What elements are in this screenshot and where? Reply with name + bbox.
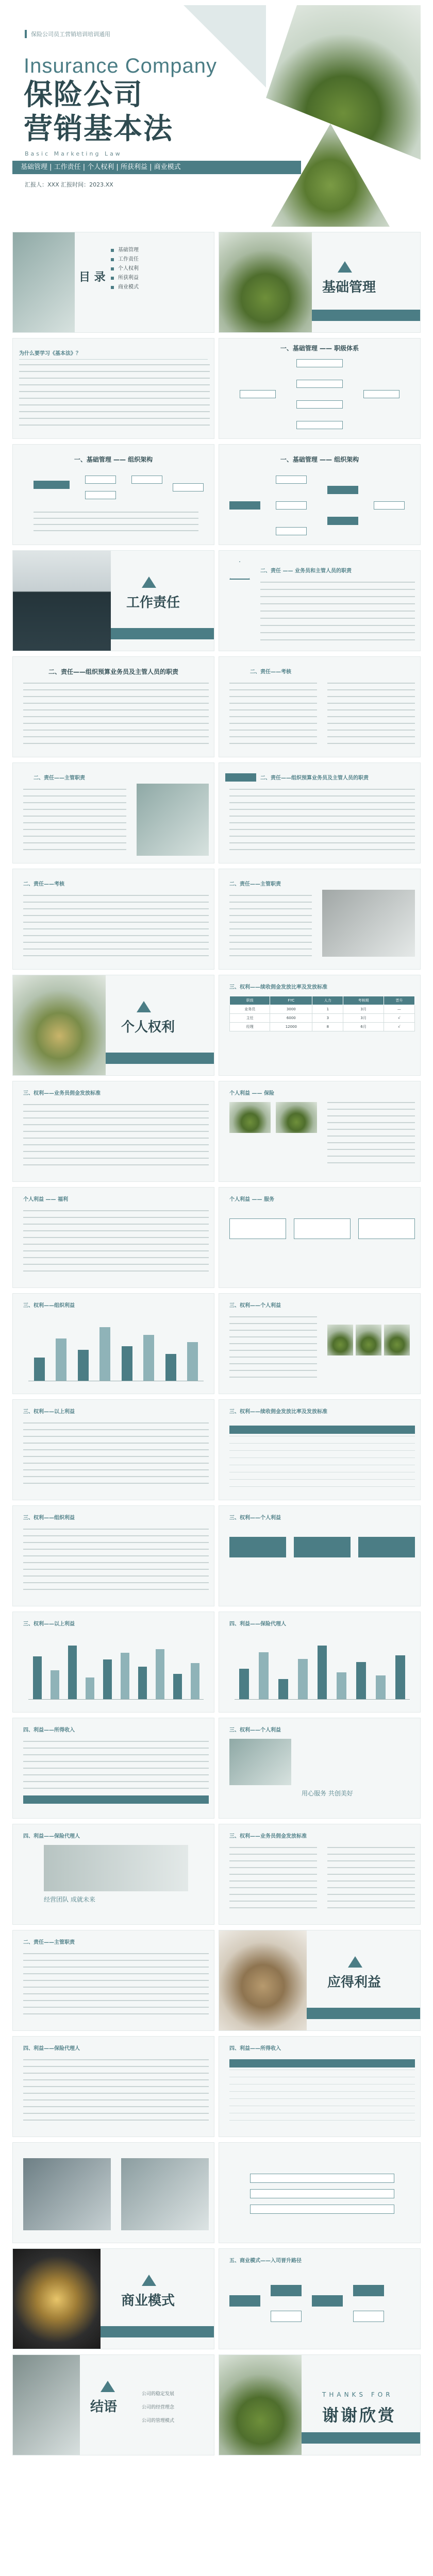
table-body [229, 2070, 415, 2126]
list-item [250, 2205, 394, 2214]
section-title: 商业模式 [121, 2293, 175, 2309]
cover-title-cn [24, 78, 173, 146]
chart-slide-b [219, 1293, 421, 1394]
path-step [312, 2295, 343, 2307]
section-band [312, 310, 420, 321]
chart-slide-a [12, 1293, 214, 1394]
table-header-bar [229, 1426, 415, 1434]
table-header-bar [23, 1795, 209, 1804]
triangle-icon [348, 1956, 362, 1968]
org-box [85, 476, 116, 484]
trophy-photo [13, 2249, 101, 2349]
coin-photo [356, 1325, 381, 1355]
body-text [327, 1102, 415, 1169]
org-box [131, 476, 162, 484]
table-body [229, 1436, 415, 1487]
body-text [23, 683, 209, 744]
contents-list [111, 246, 139, 292]
info-box [294, 1218, 351, 1239]
body-text [260, 582, 415, 643]
info-chip [294, 1537, 351, 1557]
section-title: 应得利益 [327, 1975, 381, 1990]
slide-title: 三、权利——组织利益 [23, 1515, 75, 1521]
body-text [23, 1422, 209, 1489]
triangle-outline-icon [229, 561, 250, 580]
chart-bar [376, 1675, 386, 1699]
info-chip [229, 1537, 286, 1557]
table-cell: 8 [312, 1023, 343, 1031]
section-title: 工作责任 [126, 595, 180, 611]
rights-tag [225, 773, 256, 782]
table-cell: 经理 [230, 1023, 270, 1031]
slide-title: 一、基础管理 —— 组织架构 [74, 456, 153, 463]
chart-slide-d [219, 1612, 421, 1713]
section-title: 结语 [90, 2399, 118, 2415]
triangle-icon [137, 1001, 151, 1012]
slide-title: 三、权利——续收佣金发放比率及发放标准 [229, 1409, 327, 1415]
body-text [34, 512, 198, 532]
org-box [276, 476, 307, 484]
list-item [250, 2174, 394, 2183]
flow-box [240, 390, 276, 398]
info-box [229, 1218, 286, 1239]
cover-meta: 汇报人：XXX 汇报时间：2023.XX [25, 181, 113, 188]
cover-slide [12, 5, 421, 227]
coin-photo [327, 1325, 353, 1355]
chart-bar [99, 1327, 110, 1381]
section-divider-4 [219, 1930, 421, 2031]
chart-bar [191, 1663, 199, 1699]
duty-slide-e [12, 1930, 214, 2031]
chart-bar [143, 1335, 154, 1381]
org-box [85, 491, 116, 499]
table-slide-2 [219, 1399, 421, 1500]
org-box [327, 486, 358, 494]
body-text [229, 1316, 317, 1383]
slide-title: 三、权利——组织利益 [23, 1303, 75, 1309]
info-box [358, 1218, 415, 1239]
slide-title: 个人利益 —— 服务 [229, 1197, 274, 1202]
end-list-item: 公司的稳定发展 [142, 2392, 175, 2397]
body-text [23, 895, 209, 957]
rights-slide-b [12, 1081, 214, 1182]
slide-title: 二、责任——主管职责 [34, 775, 85, 781]
thanks-slide [219, 2354, 421, 2455]
table-header: 职级 [230, 996, 270, 1005]
section-band [101, 2326, 214, 2337]
table-slide-3 [219, 2036, 421, 2137]
divider [19, 359, 208, 360]
triangle-icon [338, 261, 352, 273]
body-text [19, 364, 210, 426]
table-cell: √ [384, 1014, 414, 1023]
benefit-slide-d [12, 1505, 214, 1606]
slide-title: 一、基础管理 —— 职级体系 [280, 345, 359, 352]
slide-title: 三、权利——业务员佣金发放标准 [229, 1834, 307, 1839]
thanks-en: THANKS FOR [322, 2391, 393, 2398]
body-text [229, 1847, 317, 1914]
table-cell: 3 [312, 1014, 343, 1023]
body-text [23, 1741, 209, 1792]
content-photo [121, 2158, 209, 2230]
table-cell: 业务员 [230, 1005, 270, 1014]
table-cell: 12000 [270, 1023, 312, 1031]
slogan-slide-2 [12, 1824, 214, 1925]
section-photo [219, 232, 312, 333]
section-band [307, 2008, 420, 2019]
section-band [111, 628, 214, 639]
slide-title: 二、责任——组织预算业务员及主管人员的职责 [260, 775, 369, 781]
chart-bar [68, 1646, 77, 1699]
cover-subtitle-en: Basic Marketing Law [25, 150, 122, 157]
thanks-cn: 谢谢欣赏 [322, 2405, 397, 2425]
content-photo [137, 784, 209, 856]
table-header: 晋升 [384, 996, 414, 1005]
data-table [229, 996, 415, 1031]
chart-bar [239, 1669, 249, 1699]
triangle-icon [142, 577, 156, 588]
cover-plant-photo [266, 5, 421, 160]
slogan-text: 经营团队 成就未来 [44, 1896, 95, 1903]
flow-box [296, 400, 343, 409]
section-photo [13, 975, 106, 1076]
rights-slide-a [219, 762, 421, 863]
org-box [276, 527, 307, 535]
contents-item: 个人权利 [111, 264, 139, 274]
contents-item: 商业模式 [111, 283, 139, 292]
body-text [23, 2059, 209, 2126]
x-axis [235, 1699, 410, 1700]
section-title: 个人权利 [121, 1020, 175, 1035]
table-header: 考核期 [343, 996, 384, 1005]
body-text [23, 789, 126, 851]
closing-slide-a [12, 1718, 214, 1819]
cover-title-en: Insurance Company [24, 55, 217, 77]
intro-slide [12, 338, 214, 439]
table-row [230, 1005, 415, 1014]
content-photo [229, 1102, 271, 1133]
chart-bar [33, 1656, 42, 1699]
benefit-slide-f [12, 2036, 214, 2137]
slide-title: 为什么要学习《基本法》？ [19, 351, 81, 357]
table-header-bar [229, 2059, 415, 2067]
body-text [327, 683, 415, 744]
chart-bar [86, 1677, 94, 1699]
path-step [271, 2285, 302, 2296]
duty-slide-b [219, 656, 421, 757]
slide-title: 一、基础管理 —— 组织架构 [280, 456, 359, 463]
people-photo [13, 551, 111, 651]
chart-bar [156, 1649, 164, 1699]
table-cell: 主任 [230, 1014, 270, 1023]
table-cell: √ [384, 1023, 414, 1031]
benefit-slide-e [219, 1505, 421, 1606]
flow-slide [219, 338, 421, 439]
table-header: FYC [270, 996, 312, 1005]
contents-item: 工作责任 [111, 255, 139, 264]
table-cell: 1 [312, 1005, 343, 1014]
section-band [106, 1053, 214, 1064]
slogan-text: 用心服务 共创美好 [302, 1790, 353, 1797]
table-cell: 6000 [270, 1014, 312, 1023]
chart-bar [173, 1674, 182, 1699]
chart-bar [318, 1646, 327, 1699]
path-step [353, 2285, 384, 2296]
triangle-icon [101, 2381, 115, 2392]
chart-bar [103, 1659, 112, 1699]
table-row [230, 1014, 415, 1023]
duty-slide-c [12, 762, 214, 863]
chart-slide-c [12, 1612, 214, 1713]
org-slide-2 [219, 444, 421, 545]
body-text [229, 789, 415, 851]
slide-title: 四、利益——所得收入 [23, 1727, 75, 1733]
bar-chart [28, 1319, 204, 1381]
slide-title: 二、责任——组织预算业务员及主管人员的职责 [48, 668, 178, 675]
chart-bar [356, 1662, 366, 1699]
content-photo [276, 1102, 317, 1133]
section-band [302, 2432, 420, 2444]
table-slide [219, 975, 421, 1076]
slide-title: 二、责任——考核 [250, 669, 291, 675]
content-photo [322, 890, 415, 957]
personal-slide-b [12, 1187, 214, 1288]
contents-slide [12, 232, 214, 333]
slide-title: 个人利益 —— 保险 [229, 1091, 274, 1096]
photo-slide-2 [12, 2142, 214, 2243]
table-row [230, 1023, 415, 1031]
slide-title: 二、责任——主管职责 [229, 882, 281, 887]
slide-title: 四、利益——所得收入 [229, 2046, 281, 2052]
cover-tag: 保险公司员工营销培训培训通用 [25, 30, 110, 38]
table-cell: 6月 [343, 1023, 384, 1031]
contents-item: 所获利益 [111, 274, 139, 283]
slide-title: 四、利益——保险代理人 [23, 1834, 80, 1839]
flow-box [296, 421, 343, 429]
bar-chart [28, 1638, 204, 1700]
slide-title: 三、权利——个人利益 [229, 1303, 281, 1309]
path-step [229, 2295, 260, 2307]
contents-item: 基础管理 [111, 246, 139, 255]
chart-bar [138, 1667, 147, 1699]
org-box [374, 501, 405, 510]
section-divider-1 [219, 232, 421, 333]
list-item [250, 2189, 394, 2198]
model-slide [219, 2248, 421, 2349]
chart-bar [122, 1346, 132, 1381]
triangle-icon [142, 2275, 156, 2286]
chart-bar [56, 1338, 66, 1381]
section-title: 基础管理 [322, 280, 376, 295]
slide-title: 四、利益——保险代理人 [23, 2046, 80, 2052]
benefit-slide-c [12, 1399, 214, 1500]
table-header: 人力 [312, 996, 343, 1005]
duty-slide [219, 550, 421, 651]
section-photo [219, 2355, 302, 2455]
chart-bar [395, 1655, 405, 1699]
flow-box [296, 380, 343, 388]
body-text [23, 1529, 209, 1596]
content-photo [229, 1739, 291, 1785]
content-photo [44, 1845, 188, 1891]
slide-title: 五、商业模式——入司晋升路径 [229, 2258, 302, 2264]
chart-bar [337, 1672, 346, 1699]
contents-photo [13, 232, 75, 333]
table-cell: — [384, 1005, 414, 1014]
chart-bar [34, 1358, 45, 1381]
rights-slide-c [219, 1824, 421, 1925]
slide-title: 四、利益——保险代理人 [229, 1621, 286, 1627]
chart-bar [165, 1354, 176, 1381]
chart-bar [121, 1653, 129, 1699]
slide-title: 二、责任 —— 业务员和主管人员的职责 [260, 568, 352, 574]
contents-title: 目 录 [79, 271, 106, 284]
slide-title: 个人利益 —— 福利 [23, 1197, 68, 1202]
content-photo [13, 2355, 80, 2455]
slogan-slide [219, 1718, 421, 1819]
cover-bar: 基础管理 | 工作责任 | 个人权利 | 所获利益 | 商业模式 [12, 161, 301, 174]
info-chip [358, 1537, 415, 1557]
table-cell: 3月 [343, 1005, 384, 1014]
slide-title: 二、责任——考核 [23, 882, 64, 887]
end-list-item: 公司的经营理念 [142, 2405, 175, 2410]
body-text [229, 895, 312, 957]
bar-chart [235, 1638, 410, 1700]
body-text [327, 1847, 415, 1914]
slide-title: 三、权利——业务员佣金发放标准 [23, 1091, 101, 1096]
chart-bar [298, 1659, 308, 1699]
slide-title: 二、责任——主管职责 [23, 1940, 75, 1945]
content-photo [23, 2158, 111, 2230]
org-box [229, 501, 260, 510]
slide-title: 三、权利——个人利益 [229, 1727, 281, 1733]
list-slide [219, 2142, 421, 2243]
slide-title: 三、权利——以上利益 [23, 1409, 75, 1415]
table-cell: 3月 [343, 1014, 384, 1023]
duty-slide-a [12, 656, 214, 757]
end-slide [12, 2354, 214, 2455]
path-step [353, 2311, 384, 2322]
org-box [173, 483, 204, 492]
money-bag-photo [219, 1930, 307, 2031]
end-list-item: 公司的管理模式 [142, 2418, 175, 2424]
chart-bar [51, 1670, 59, 1699]
chart-bar [259, 1652, 269, 1699]
section-divider-5 [12, 2248, 214, 2349]
duty-slide-d [12, 869, 214, 970]
chart-bar [187, 1342, 198, 1381]
cover-title-line-1: 保险公司 [24, 78, 143, 112]
org-box [34, 481, 70, 489]
flow-box [363, 390, 399, 398]
body-text [23, 1953, 209, 2020]
cover-title-line-2: 营销基本法 [24, 112, 173, 146]
slide-title: 三、权利——个人利益 [229, 1515, 281, 1521]
photo-slide [219, 869, 421, 970]
body-text [229, 683, 317, 744]
path-step [271, 2311, 302, 2322]
personal-slide-c [219, 1187, 421, 1288]
chart-bar [78, 1350, 89, 1381]
org-box [327, 517, 358, 525]
table-cell: 3000 [270, 1005, 312, 1014]
body-text [23, 1210, 209, 1277]
personal-slide-a [219, 1081, 421, 1182]
chart-bar [278, 1679, 288, 1699]
coin-photo [384, 1325, 410, 1355]
section-divider-2 [12, 550, 214, 651]
section-divider-3 [12, 975, 214, 1076]
org-box [276, 501, 307, 510]
slide-title: 三、权利——以上利益 [23, 1621, 75, 1627]
body-text [23, 1104, 209, 1171]
slide-title: 三、权利——续收佣金发放比率及发放标准 [229, 985, 327, 990]
org-slide [12, 444, 214, 545]
flow-box [296, 359, 343, 367]
x-axis [28, 1699, 204, 1700]
